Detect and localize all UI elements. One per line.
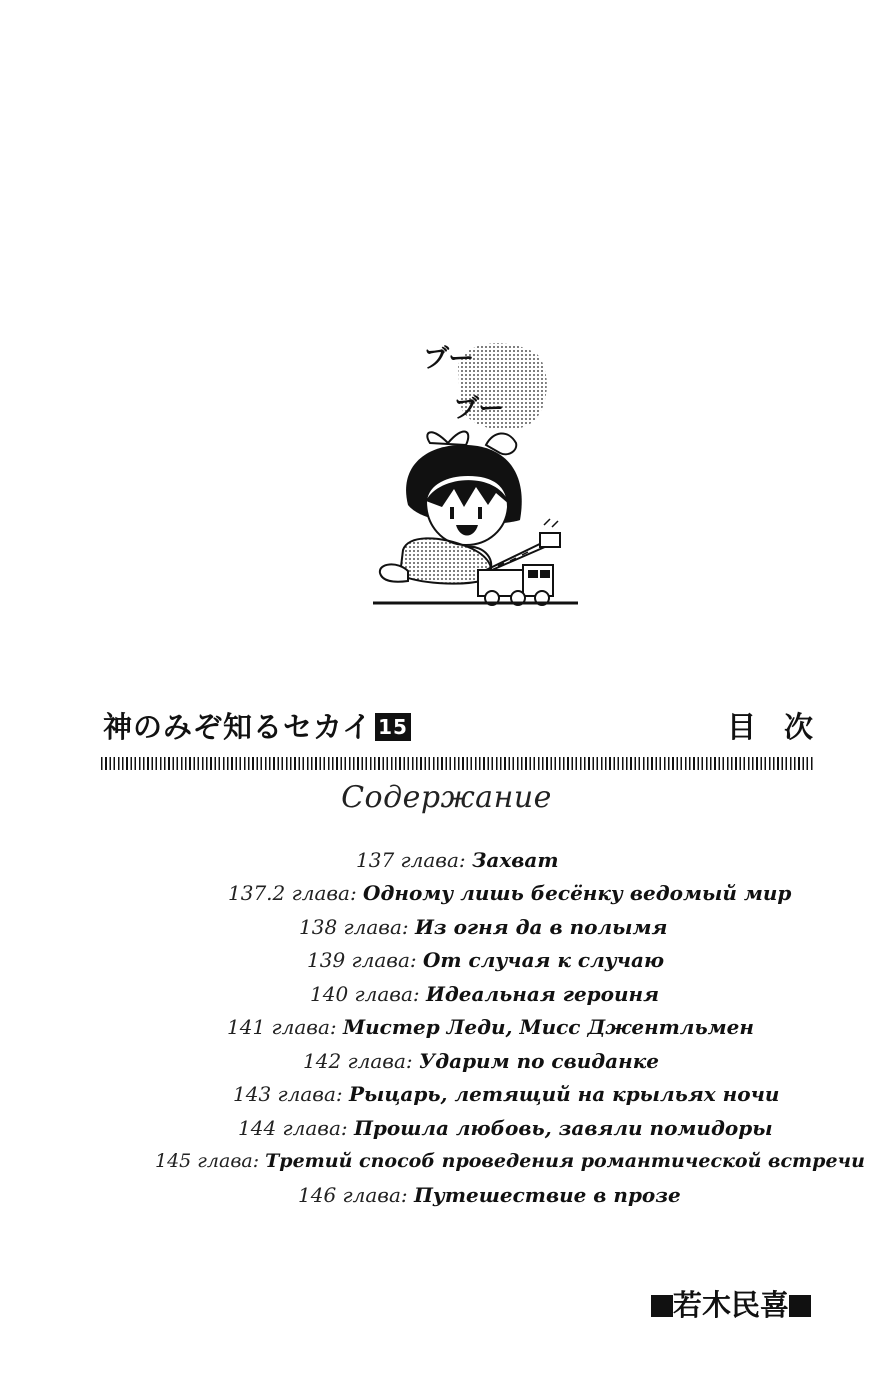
chapter-number: 137 глава: bbox=[356, 848, 466, 872]
chapter-title: Третий способ проведения романтической встречи bbox=[265, 1150, 865, 1172]
chapter-entry bbox=[299, 912, 667, 942]
chapter-entry bbox=[238, 1113, 773, 1143]
chapter-entry bbox=[298, 1180, 681, 1210]
chapter-entry bbox=[356, 845, 559, 875]
chapter-entry bbox=[155, 1146, 865, 1176]
sfx-text-1: ブー bbox=[423, 344, 475, 374]
chapter-entry bbox=[310, 979, 659, 1009]
square-bullet-icon bbox=[789, 1295, 811, 1317]
chapter-title: Захват bbox=[471, 848, 559, 872]
series-title bbox=[103, 705, 411, 746]
striped-divider bbox=[101, 757, 814, 770]
chapter-entry bbox=[228, 878, 791, 908]
book-header bbox=[103, 703, 841, 747]
chapter-title: Одному лишь бесёнку ведомый мир bbox=[363, 881, 792, 905]
chapter-number: 137.2 глава: bbox=[228, 881, 357, 905]
chapter-number: 142 глава: bbox=[303, 1049, 413, 1073]
chapter-number: 140 глава: bbox=[310, 982, 420, 1006]
chapter-number: 146 глава: bbox=[298, 1183, 408, 1207]
chapter-title: От случая к случаю bbox=[422, 948, 664, 972]
author-name: 若木民喜 bbox=[672, 1288, 789, 1322]
chapter-entry bbox=[227, 1012, 754, 1042]
square-bullet-icon bbox=[651, 1295, 673, 1317]
series-title-text: 神のみぞ知るセカイ bbox=[103, 710, 373, 744]
chapter-title: Путешествие в прозе bbox=[413, 1183, 681, 1207]
chapter-title: Из огня да в полымя bbox=[414, 915, 668, 939]
toc-title-japanese: 目次 bbox=[726, 710, 841, 744]
chapter-entry bbox=[233, 1079, 779, 1109]
chapter-number: 139 глава: bbox=[307, 948, 417, 972]
chapter-number: 143 глава: bbox=[233, 1082, 343, 1106]
chapter-number: 141 глава: bbox=[227, 1015, 337, 1039]
author-credit bbox=[651, 1283, 811, 1324]
chapter-title: Прошла любовь, завяли помидоры bbox=[353, 1116, 773, 1140]
chapter-title: Рыцарь, летящий на крыльях ночи bbox=[348, 1082, 780, 1106]
chapter-number: 145 глава: bbox=[155, 1150, 260, 1172]
chapter-number: 144 глава: bbox=[238, 1116, 348, 1140]
chapter-title: Мистер Леди, Мисс Джентльмен bbox=[342, 1015, 754, 1039]
sfx-text-2: ブー bbox=[453, 394, 505, 424]
chapter-title: Ударим по свиданке bbox=[418, 1049, 659, 1073]
chapter-entry bbox=[303, 1046, 659, 1076]
chapter-number: 138 глава: bbox=[299, 915, 409, 939]
toc-heading: Содержание bbox=[341, 780, 552, 815]
chapter-title: Идеальная героиня bbox=[425, 982, 660, 1006]
chibi-girl-illustration bbox=[368, 325, 578, 610]
volume-badge: 15 bbox=[375, 713, 411, 741]
chapter-entry bbox=[307, 945, 664, 975]
